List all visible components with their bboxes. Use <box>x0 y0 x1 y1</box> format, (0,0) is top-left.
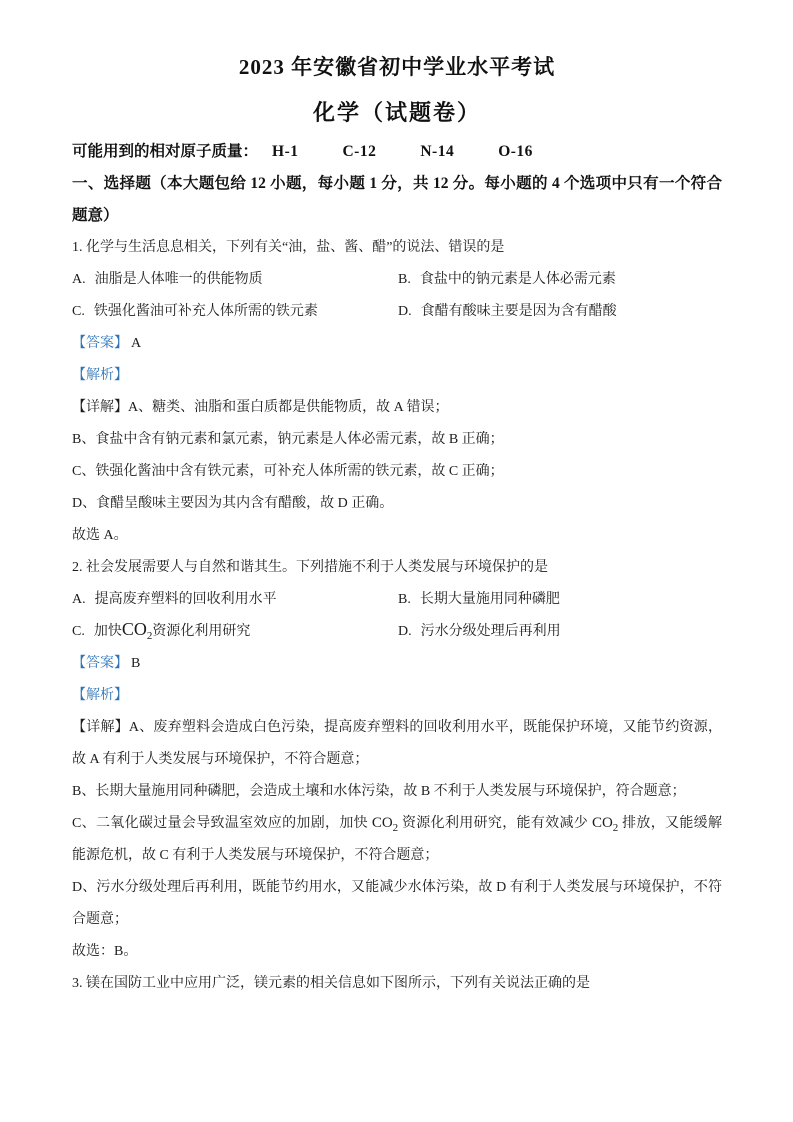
option-letter: B. <box>398 272 411 287</box>
detail-text: C、二氧化碳过量会导致温室效应的加剧，加快 <box>72 816 372 831</box>
detail-text: 资源化利用研究，能有效减少 <box>398 816 592 831</box>
question-1 <box>72 232 722 552</box>
question-1-option-c <box>72 296 398 328</box>
detail-text: 排放，又能缓解能源危机，故 C 有利于人类发展与环境保护，不符合题意； <box>72 816 723 863</box>
option-letter: D. <box>398 304 412 319</box>
question-3-stem: 3. 镁在国防工业中应用广泛，镁元素的相关信息如下图所示，下列有关说法正确的是 <box>72 976 590 991</box>
option-text: 食醋有酸味主要是因为含有醋酸 <box>420 304 617 319</box>
question-1-options-row-1 <box>72 264 722 296</box>
question-1-conclusion: 故选 A。 <box>72 528 128 543</box>
analysis-label: 【解析】 <box>72 368 128 383</box>
option-letter: C. <box>72 624 85 639</box>
option-letter: A. <box>72 592 86 607</box>
option-text: 食盐中的钠元素是人体必需元素 <box>419 272 616 287</box>
question-2-analysis <box>72 680 722 712</box>
option-letter: A. <box>72 272 86 287</box>
question-2-options-row-1 <box>72 584 722 616</box>
question-2-option-b <box>398 584 722 616</box>
option-letter: B. <box>398 592 411 607</box>
option-text: 油脂是人体唯一的供能物质 <box>94 272 263 287</box>
question-1-option-d <box>398 296 722 328</box>
option-text: 资源化利用研究 <box>152 624 251 639</box>
option-text: 长期大量施用同种磷肥 <box>419 592 560 607</box>
question-2-detail-paragraph: D、污水分级处理后再利用，既能节约用水，又能减少水体污染，故 D 有利于人类发展与环境保护，不符合题意； <box>72 880 722 927</box>
question-2-detail-paragraph: B、长期大量施用同种磷肥，会造成土壤和水体污染，故 B 不利于人类发展与环境保护，符合题意； <box>72 784 686 799</box>
co2-formula: CO <box>591 815 613 831</box>
co2-subscript: 2 <box>392 821 399 834</box>
option-letter: C. <box>72 304 85 319</box>
co2-formula: CO <box>371 815 393 831</box>
atomic-mass-label: 可能用到的相对原子质量： <box>72 143 259 160</box>
question-1-detail-paragraph: C、铁强化酱油中含有铁元素，可补充人体所需的铁元素，故 C 正确； <box>72 464 504 479</box>
atomic-mass-item: C-12 <box>342 143 377 160</box>
atomic-mass-item: H-1 <box>272 143 299 160</box>
question-2-answer <box>72 648 722 680</box>
question-2-option-a <box>72 584 398 616</box>
section-heading: 一、选择题（本大题包给 12 小题，每小题 1 分，共 12 分。每小题的 4 个选项中只有一个符合题意） <box>72 175 722 224</box>
answer-label: 【答案】 <box>72 336 128 351</box>
question-2-detail-paragraph: 【详解】A、废弃塑料会造成白色污染，提高废弃塑料的回收利用水平，既能保护环境，又能节约资源，故 A 有利于人类发展与环境保护，不符合题意； <box>72 720 722 767</box>
option-text: 污水分级处理后再利用 <box>420 624 561 639</box>
question-2 <box>72 552 722 968</box>
question-1-option-a <box>72 264 398 296</box>
question-1-detail-paragraph: B、食盐中含有钠元素和氯元素，钠元素是人体必需元素，故 B 正确； <box>72 432 504 447</box>
atomic-mass-item: O-16 <box>498 143 533 160</box>
question-1-option-b <box>398 264 722 296</box>
answer-value: B <box>131 656 141 671</box>
option-text: 加快 <box>93 624 122 639</box>
co2-formula: CO <box>121 619 147 639</box>
question-2-conclusion: 故选：B。 <box>72 944 138 959</box>
co2-subscript: 2 <box>146 629 153 642</box>
question-2-option-c <box>72 616 398 648</box>
question-2-option-d <box>398 616 722 648</box>
answer-label: 【答案】 <box>72 656 128 671</box>
question-1-answer <box>72 328 722 360</box>
analysis-label: 【解析】 <box>72 688 128 703</box>
question-1-analysis <box>72 360 722 392</box>
question-1-detail-paragraph: D、食醋呈酸味主要因为其内含有醋酸，故 D 正确。 <box>72 496 394 511</box>
question-2-stem: 2. 社会发展需要人与自然和谐其生。下列措施不利于人类发展与环境保护的是 <box>72 560 548 575</box>
question-1-stem: 1. 化学与生活息息相关，下列有关“油，盐、酱、醋”的说法、错误的是 <box>72 240 505 255</box>
question-1-detail-paragraph: 【详解】A、糖类、油脂和蛋白质都是供能物质，故 A 错误； <box>72 400 449 415</box>
answer-value: A <box>131 336 142 351</box>
question-3 <box>72 968 722 1000</box>
option-letter: D. <box>398 624 412 639</box>
question-2-options-row-2 <box>72 616 722 648</box>
question-2-detail-paragraph <box>72 808 722 872</box>
question-1-options-row-2 <box>72 296 722 328</box>
co2-subscript: 2 <box>612 821 619 834</box>
atomic-mass-item: N-14 <box>420 143 455 160</box>
exam-subtitle: 化学（试题卷） <box>312 100 481 125</box>
exam-title: 2023 年安徽省初中学业水平考试 <box>238 55 556 79</box>
option-text: 铁强化酱油可补充人体所需的铁元素 <box>93 304 318 319</box>
atomic-mass-note <box>72 136 722 168</box>
option-text: 提高废弃塑料的回收利用水平 <box>94 592 277 607</box>
